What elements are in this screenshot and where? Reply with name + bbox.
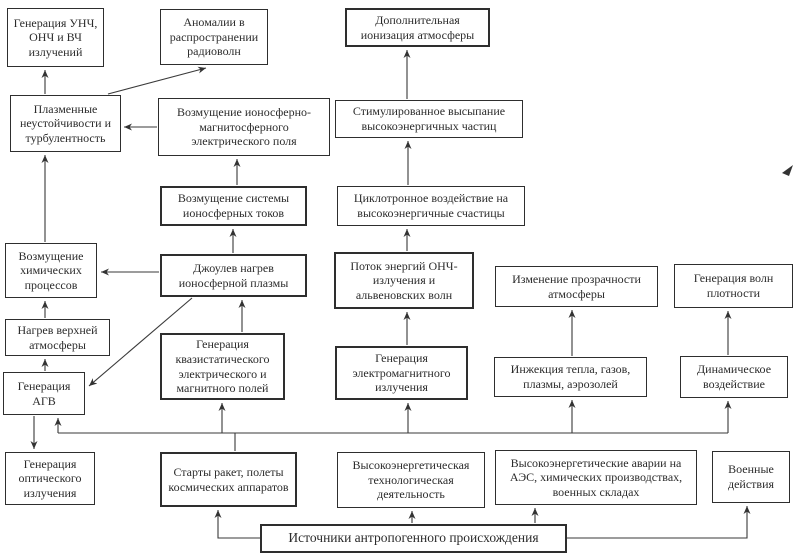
- node-ionosphere-magnetosphere-field-disturbance: Возмущение ионосферно-магнитосферного электрического поля: [158, 98, 330, 156]
- node-atmosphere-transparency-change: Изменение прозрачности атмосферы: [495, 266, 658, 307]
- node-rocket-launches: Старты ракет, полеты космических аппаратов: [160, 452, 297, 507]
- arrow-plasma-to-anomalies: [108, 68, 206, 94]
- node-quasistatic-fields-generation: Генерация квазистатического электрического и магнитного полей: [160, 333, 285, 400]
- node-joule-heating: Джоулев нагрев ионосферной плазмы: [160, 254, 307, 297]
- node-optical-radiation-generation: Генерация оптического излучения: [5, 452, 95, 505]
- arrow-sources-to-rockets: [218, 510, 260, 538]
- node-plasma-instabilities: Плазменные неустойчивости и турбулентность: [10, 95, 121, 152]
- node-dynamic-impact: Динамическое воздействие: [680, 356, 788, 398]
- node-chemical-processes-disturbance: Возмущение химических процессов: [5, 243, 97, 298]
- node-ionospheric-currents-disturbance: Возмущение системы ионосферных токов: [160, 186, 307, 226]
- node-additional-ionization: Дополнительная ионизация атмосферы: [345, 8, 490, 47]
- bus-rocket-launches: [58, 433, 235, 451]
- node-vlf-energy-flux: Поток энергий ОНЧ-излучения и альвеновских волн: [334, 252, 474, 309]
- node-agw-generation: Генерация АГВ: [3, 372, 85, 415]
- node-cyclotron-effect: Циклотронное воздействие на высокоэнергичные счастицы: [337, 186, 525, 226]
- stray-arrowhead-mark: [782, 165, 793, 176]
- node-stimulated-particle-precipitation: Стимулированное высыпание высокоэнергичных частиц: [335, 100, 523, 138]
- node-upper-atmosphere-heating: Нагрев верхней атмосферы: [5, 319, 110, 356]
- node-density-waves-generation: Генерация волн плотности: [674, 264, 793, 308]
- node-military-actions: Военные действия: [712, 451, 790, 503]
- node-anthropogenic-sources: Источники антропогенного происхождения: [260, 524, 567, 553]
- node-high-energy-technology: Высокоэнергетическая технологическая деятельность: [337, 452, 485, 508]
- node-radio-propagation-anomalies: Аномалии в распространении радиоволн: [160, 9, 268, 65]
- node-heat-gas-injection: Инжекция тепла, газов, плазмы, аэрозолей: [494, 357, 647, 397]
- node-high-energy-accidents: Высокоэнергетические аварии на АЭС, химических производствах, военных складах: [495, 450, 697, 505]
- arrow-sources-to-military: [567, 506, 747, 538]
- node-ulf-vlf-hf-generation: Генерация УНЧ, ОНЧ и ВЧ излучений: [7, 8, 104, 67]
- node-em-radiation-generation: Генерация электромагнитного излучения: [335, 346, 468, 400]
